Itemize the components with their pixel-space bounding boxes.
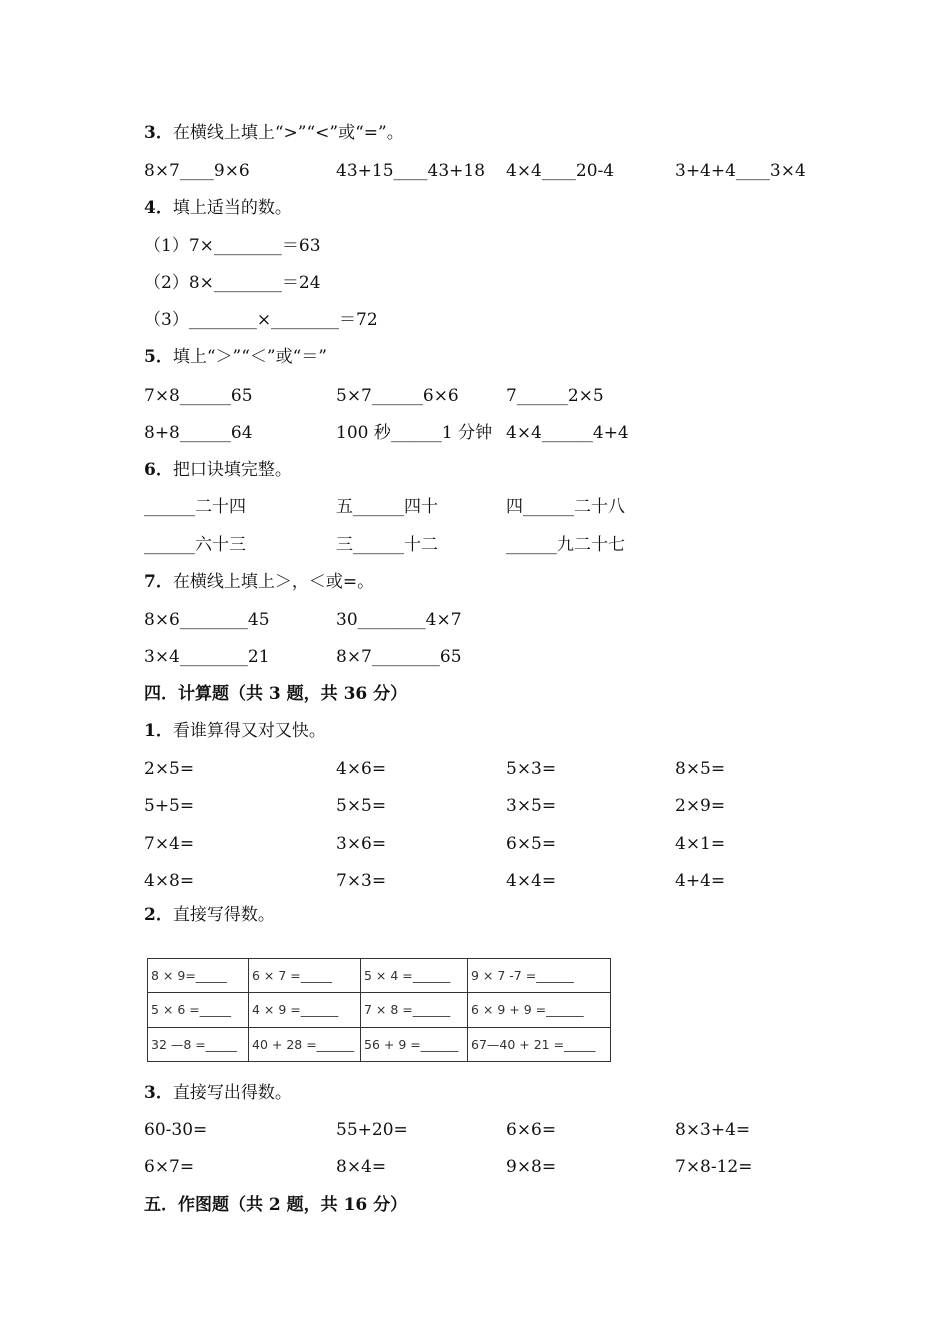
q3-item: 43+15____43+18 [336,161,486,181]
calc-item: 6×7= [144,1157,195,1177]
table-cell: 4 × 9 =______ [249,993,361,1027]
q7-text: 在横线上填上＞，＜或=。 [172,572,375,592]
table-cell: 40 + 28 =______ [249,1027,361,1061]
table-cell: 56 + 9 =______ [361,1027,468,1061]
q6-item: ______二十四 [144,497,246,517]
q7-item: 3×4________21 [144,647,270,667]
q6-text: 把口诀填完整。 [172,460,292,480]
section-4-title: 四．计算题（共 3 题，共 36 分） [144,684,408,704]
calc-item: 4×8= [144,871,195,891]
calc-item: 8×5= [675,759,726,779]
table-cell: 7 × 8 =______ [361,993,468,1027]
q4-number: 4． [144,198,173,218]
q5-number: 5． [144,347,173,367]
q5-text: 填上“＞”“＜”或“＝” [172,347,327,367]
s4q1-title [144,719,326,743]
q5-item: 7×8______65 [144,386,253,406]
q5-item: 5×7______6×6 [336,386,459,406]
q6-item: 三______十二 [336,535,438,555]
table-cell: 6 × 7 =_____ [249,959,361,993]
q4-item: （3）________×________＝72 [144,310,378,330]
q6-item: ______九二十七 [506,535,625,555]
calc-item: 8×3+4= [675,1120,751,1140]
q6-item: 五______四十 [336,497,438,517]
q7-number: 7． [144,572,173,592]
calc-item: 6×5= [506,834,557,854]
s4q3-title [144,1081,292,1105]
calc-item: 7×4= [144,834,195,854]
calc-item: 2×9= [675,796,726,816]
calc-item: 5×5= [336,796,387,816]
q3-number: 3． [144,123,173,143]
s4q3-text: 直接写出得数。 [172,1083,292,1103]
calc-item: 5×3= [506,759,557,779]
s4q1-text: 看谁算得又对又快。 [172,721,326,741]
table-cell: 67—40 + 21 =_____ [468,1027,611,1061]
direct-answer-table [147,958,611,1062]
q4-text: 填上适当的数。 [172,198,292,218]
table-cell: 32 —8 =_____ [148,1027,249,1061]
q7-item: 8×7________65 [336,647,462,667]
q6-item: 四______二十八 [506,497,625,517]
calc-item: 5+5= [144,796,195,816]
q7-item: 30________4×7 [336,610,462,630]
q5-item: 8+8______64 [144,423,253,443]
table-row [148,959,611,993]
s4q2-number: 2． [144,905,173,925]
calc-item: 9×8= [506,1157,557,1177]
table-cell: 5 × 4 =______ [361,959,468,993]
table-cell: 9 × 7 -7 =______ [468,959,611,993]
q7-item: 8×6________45 [144,610,270,630]
calc-item: 8×4= [336,1157,387,1177]
calc-item: 6×6= [506,1120,557,1140]
s4q1-number: 1． [144,721,173,741]
q4-title [144,196,292,220]
q5-item: 100 秒______1 分钟 [336,423,493,443]
calc-item: 4×6= [336,759,387,779]
q4-item: （1）7×________＝63 [144,236,321,256]
table-row [148,993,611,1027]
q6-number: 6． [144,460,173,480]
calc-item: 4×1= [675,834,726,854]
calc-item: 60-30= [144,1120,208,1140]
calc-item: 7×3= [336,871,387,891]
calc-item: 2×5= [144,759,195,779]
q3-item: 8×7____9×6 [144,161,250,181]
table-cell: 5 × 6 =_____ [148,993,249,1027]
s4q2-title [144,903,275,927]
q6-item: ______六十三 [144,535,246,555]
q3-item: 4×4____20-4 [506,161,615,181]
calc-item: 7×8-12= [675,1157,753,1177]
q4-item: （2）8×________＝24 [144,273,321,293]
q3-item: 3+4+4____3×4 [675,161,806,181]
calc-item: 3×5= [506,796,557,816]
s4q2-text: 直接写得数。 [172,905,275,925]
calc-item: 55+20= [336,1120,408,1140]
q3-title [144,121,404,145]
table-row [148,1027,611,1061]
q5-item: 4×4______4+4 [506,423,629,443]
q3-text: 在横线上填上“>”“<”或“=”。 [172,123,404,143]
q6-title [144,458,292,482]
calc-item: 3×6= [336,834,387,854]
q5-item: 7______2×5 [506,386,604,406]
q5-title [144,345,327,369]
section-5-title: 五．作图题（共 2 题，共 16 分） [144,1195,408,1215]
calc-item: 4+4= [675,871,726,891]
table-cell: 6 × 9 + 9 =______ [468,993,611,1027]
s4q3-number: 3． [144,1083,173,1103]
table-cell: 8 × 9=_____ [148,959,249,993]
calc-item: 4×4= [506,871,557,891]
q7-title [144,570,374,594]
